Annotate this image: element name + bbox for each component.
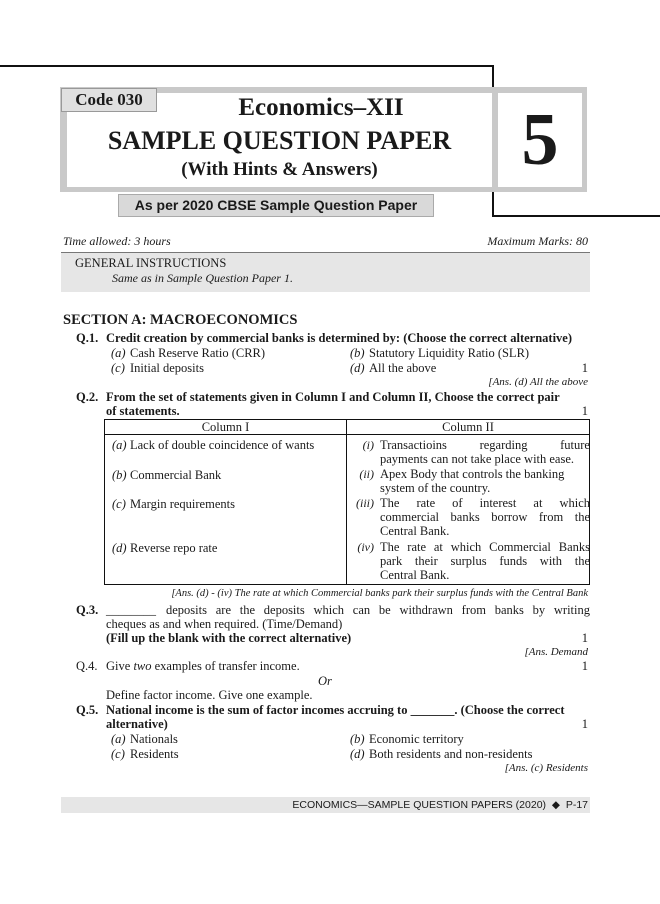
row-a-column1: Lack of double coincidence of wants — [130, 438, 315, 452]
title-main: SAMPLE QUESTION PAPER — [107, 126, 452, 155]
q5-c-label: (c) — [111, 747, 125, 761]
q1-answer: [Ans. (d) All the above — [488, 376, 588, 388]
row-d-column1: Reverse repo rate — [130, 541, 218, 555]
q3-answer: [Ans. Demand — [524, 646, 588, 658]
instructions-title: GENERAL INSTRUCTIONS — [75, 256, 227, 270]
table-column-divider — [346, 419, 347, 585]
q5-number: Q.5. — [76, 703, 99, 717]
row-a-label: (a) — [112, 438, 127, 452]
cbse-badge: As per 2020 CBSE Sample Question Paper — [118, 194, 434, 217]
table-border-left — [104, 419, 105, 585]
header-rule-right — [492, 215, 660, 217]
row-d-column2-line3: Central Bank. — [380, 568, 450, 582]
title-subject: Economics–XII — [238, 94, 404, 121]
q2-text-line1: From the set of statements given in Column I and Column II, Choose the correct pair — [106, 390, 560, 404]
column-1-header: Column I — [201, 420, 250, 434]
row-c-column1: Margin requirements — [130, 497, 235, 511]
q1-option-c: Initial deposits — [130, 361, 204, 375]
row-d-roman: (iv) — [357, 540, 374, 554]
q5-text-line2: alternative) — [106, 717, 168, 731]
q4-text-pre: Give — [106, 659, 134, 673]
row-c-column2-line1: The rate of interest at which — [380, 496, 590, 510]
maximum-marks: Maximum Marks: 80 — [487, 234, 588, 248]
q5-text-line1: National income is the sum of factor incomes accruing to _______. (Choose the correct — [106, 703, 565, 717]
q4-marks: 1 — [581, 659, 588, 673]
time-allowed: Time allowed: 3 hours — [63, 234, 171, 248]
q5-d-label: (d) — [350, 747, 365, 761]
footer-bullet: ◆ — [551, 799, 560, 811]
q2-marks: 1 — [581, 404, 588, 418]
q3-blank: ________ — [106, 603, 156, 617]
row-d-label: (d) — [112, 541, 127, 555]
title-sub: (With Hints & Answers) — [181, 159, 378, 180]
q1-number: Q.1. — [76, 331, 99, 345]
footer-text: ECONOMICS—SAMPLE QUESTION PAPERS (2020) — [292, 799, 547, 811]
row-c-column2-line3: Central Bank. — [380, 524, 450, 538]
row-a-column2-line2: payments can not take place with ease. — [380, 452, 575, 466]
instructions-text: Same as in Sample Question Paper 1. — [112, 271, 293, 285]
q1-d-label: (d) — [350, 361, 365, 375]
q1-a-label: (a) — [111, 346, 126, 360]
row-d-column2-line2: park their surplus funds with the — [380, 554, 590, 568]
q1-b-label: (b) — [350, 346, 365, 360]
q5-option-b: Economic territory — [369, 732, 464, 746]
subject-code: Code 030 — [61, 88, 157, 112]
q5-option-a: Nationals — [130, 732, 178, 746]
row-c-column2-line2: commercial banks borrow from the — [380, 510, 590, 524]
q2-answer: [Ans. (d) - (iv) The rate at which Commercial banks park their surplus funds with the Central Bank — [171, 588, 588, 599]
section-heading: SECTION A: MACROECONOMICS — [63, 312, 298, 328]
row-b-column2-line1: Apex Body that controls the banking — [380, 467, 565, 481]
q3-number: Q.3. — [76, 603, 99, 617]
row-b-column2-line2: system of the country. — [380, 481, 491, 495]
q5-option-c: Residents — [130, 747, 179, 761]
row-b-label: (b) — [112, 468, 127, 482]
q1-marks: 1 — [581, 361, 588, 375]
row-c-label: (c) — [112, 497, 126, 511]
q5-b-label: (b) — [350, 732, 365, 746]
q5-marks: 1 — [581, 717, 588, 731]
q2-number: Q.2. — [76, 390, 99, 404]
column-2-header: Column II — [442, 420, 494, 434]
q1-option-b: Statutory Liquidity Ratio (SLR) — [369, 346, 530, 360]
row-d-column2-line1: The rate at which Commercial Banks — [380, 540, 590, 554]
q3-instruction: (Fill up the blank with the correct alternative) — [106, 631, 352, 645]
q1-text: Credit creation by commercial banks is determined by: (Choose the correct alternative) — [106, 331, 572, 345]
q4-text-emphasis: two — [133, 659, 152, 673]
footer — [292, 797, 588, 813]
q3-text-line1: deposits are the deposits which can be withdrawn from banks by writing — [166, 603, 590, 617]
q1-option-d: All the above — [369, 361, 437, 375]
page-number: P-17 — [565, 799, 588, 811]
q3-marks: 1 — [581, 631, 588, 645]
q4-or: Or — [318, 674, 332, 688]
q4-text-post: examples of transfer income. — [151, 659, 300, 673]
q5-a-label: (a) — [111, 732, 126, 746]
row-a-column2-line1: Transactioins regarding future — [380, 438, 590, 452]
q4-alternative: Define factor income. Give one example. — [106, 688, 313, 702]
table-border-bottom — [104, 584, 590, 585]
q5-option-d: Both residents and non-residents — [369, 747, 533, 761]
q4-text — [106, 659, 300, 674]
row-b-column1: Commercial Bank — [130, 468, 222, 482]
paper-number: 5 — [521, 99, 559, 181]
row-b-roman: (ii) — [359, 467, 374, 481]
q1-c-label: (c) — [111, 361, 125, 375]
q5-answer: [Ans. (c) Residents — [504, 762, 588, 774]
row-a-roman: (i) — [362, 438, 374, 452]
header-rule-top — [0, 65, 493, 67]
q3-text-line2: cheques as and when required. (Time/Demand) — [106, 617, 343, 631]
q2-text-line2: of statements. — [106, 404, 180, 418]
q4-number: Q.4. — [76, 659, 98, 673]
row-c-roman: (iii) — [356, 496, 374, 510]
q1-option-a: Cash Reserve Ratio (CRR) — [130, 346, 266, 360]
